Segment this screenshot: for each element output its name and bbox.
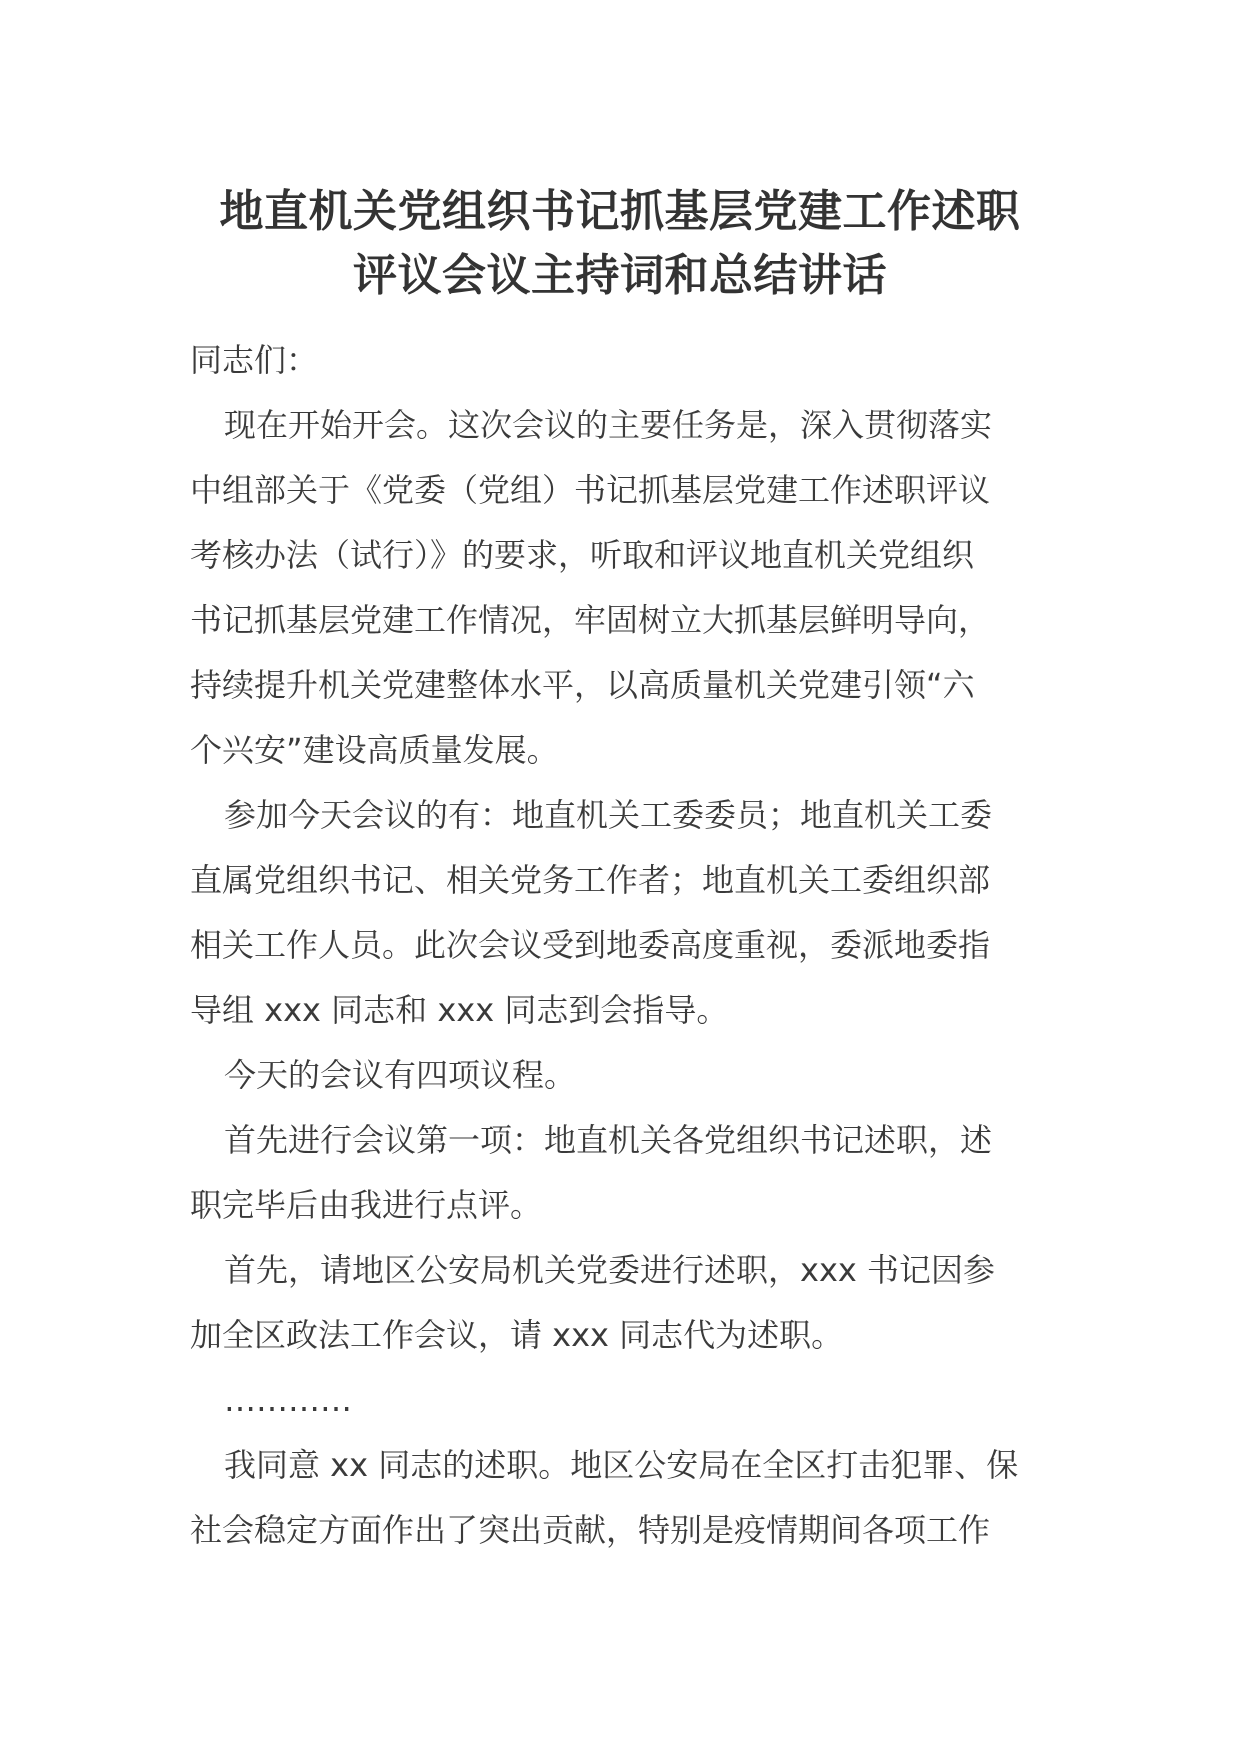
body-line-12: 今天的会议有四项议程。 bbox=[224, 1056, 577, 1094]
body-line-17: ………… bbox=[224, 1381, 352, 1419]
body-line-18: 我同意 xx 同志的述职。地区公安局在全区打击犯罪、保 bbox=[224, 1446, 1019, 1484]
body-line-5: 书记抓基层党建工作情况，牢固树立大抓基层鲜明导向， bbox=[190, 601, 991, 639]
body-line-3: 中组部关于《党委（党组）书记抓基层党建工作述职评议 bbox=[190, 471, 991, 509]
body-line-6: 持续提升机关党建整体水平，以高质量机关党建引领“六 bbox=[190, 666, 975, 704]
body-line-2: 现在开始开会。这次会议的主要任务是，深入贯彻落实 bbox=[224, 406, 993, 444]
body-line-1: 同志们： bbox=[190, 341, 319, 379]
document-body bbox=[190, 328, 1050, 1563]
body-line-7: 个兴安”建设高质量发展。 bbox=[190, 731, 559, 769]
body-line-9: 直属党组织书记、相关党务工作者；地直机关工委组织部 bbox=[190, 861, 991, 899]
body-line-8: 参加今天会议的有：地直机关工委委员；地直机关工委 bbox=[224, 796, 993, 834]
body-line-15: 首先，请地区公安局机关党委进行述职，xxx 书记因参 bbox=[224, 1251, 995, 1289]
body-line-10: 相关工作人员。此次会议受到地委高度重视，委派地委指 bbox=[190, 926, 991, 964]
body-line-11: 导组 xxx 同志和 xxx 同志到会指导。 bbox=[190, 991, 729, 1029]
body-line-16: 加全区政法工作会议，请 xxx 同志代为述职。 bbox=[190, 1316, 844, 1354]
body-line-19: 社会稳定方面作出了突出贡献，特别是疫情期间各项工作 bbox=[190, 1511, 991, 1549]
document-title bbox=[190, 180, 1050, 308]
body-line-4: 考核办法（试行）》的要求，听取和评议地直机关党组织 bbox=[190, 536, 975, 574]
body-line-14: 职完毕后由我进行点评。 bbox=[190, 1186, 543, 1224]
body-line-13: 首先进行会议第一项：地直机关各党组织书记述职，述 bbox=[224, 1121, 993, 1159]
title-line-1: 地直机关党组织书记抓基层党建工作述职 bbox=[219, 186, 1021, 237]
title-line-2: 评议会议主持词和总结讲话 bbox=[353, 250, 887, 301]
